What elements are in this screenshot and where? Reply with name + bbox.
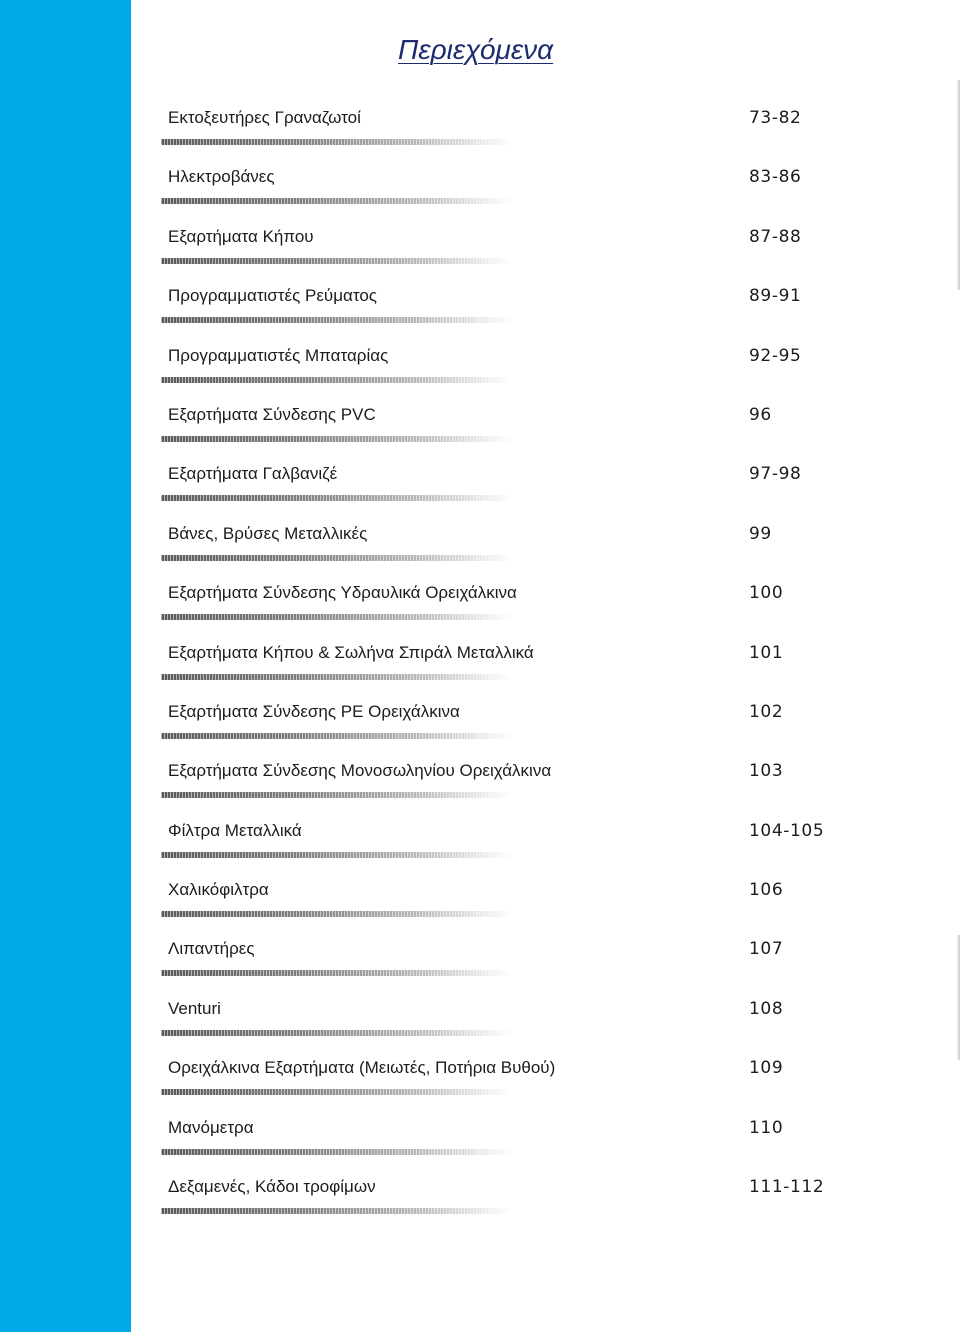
entry-page-range: 97-98 [749, 464, 802, 485]
entry-page-range: 99 [749, 523, 772, 544]
toc-entry[interactable] [0, 681, 960, 740]
entry-label: Εξαρτήματα Κήπου & Σωλήνα Σπιράλ Μεταλλικά [168, 642, 534, 662]
toc-entry[interactable] [0, 443, 960, 502]
entry-divider [161, 1149, 513, 1155]
entry-divider [161, 258, 513, 264]
toc-entry[interactable] [0, 562, 960, 621]
entry-label: Εκτοξευτήρες Γραναζωτοί [168, 108, 361, 127]
entry-divider [161, 495, 513, 501]
toc-entry[interactable] [0, 87, 960, 146]
toc-entry[interactable] [0, 265, 960, 324]
entry-page-range: 110 [749, 1117, 784, 1138]
toc-entry[interactable] [0, 978, 960, 1037]
entry-divider [161, 1208, 513, 1214]
entry-divider [161, 139, 513, 145]
entry-page-range: 109 [749, 1058, 784, 1079]
entry-divider [161, 852, 513, 858]
table-of-contents [0, 87, 960, 1215]
entry-label: Λιπαντήρες [168, 939, 255, 959]
entry-label: Προγραμματιστές Μπαταρίας [168, 345, 389, 365]
toc-entry[interactable] [0, 622, 960, 681]
entry-page-range: 89-91 [749, 286, 802, 307]
entry-page-range: 96 [749, 404, 772, 425]
entry-page-range: 83-86 [749, 167, 802, 188]
entry-label: Venturi [168, 998, 221, 1018]
entry-page-range: 108 [749, 998, 784, 1019]
entry-divider [161, 911, 513, 917]
entry-label: Προγραμματιστές Ρεύματος [168, 286, 377, 306]
toc-entry[interactable] [0, 918, 960, 977]
entry-page-range: 111-112 [749, 1177, 825, 1198]
entry-label: Εξαρτήματα Σύνδεσης PE Ορειχάλκινα [168, 701, 460, 721]
entry-divider [161, 792, 513, 798]
entry-divider [161, 555, 513, 561]
entry-divider [161, 970, 513, 976]
entry-page-range: 102 [749, 701, 784, 722]
toc-entry[interactable] [0, 325, 960, 384]
toc-entry[interactable] [0, 800, 960, 859]
entry-divider [161, 614, 513, 620]
toc-entry[interactable] [0, 384, 960, 443]
entry-divider [161, 1030, 513, 1036]
entry-label: Ηλεκτροβάνες [168, 167, 275, 187]
entry-divider [161, 198, 513, 204]
entry-divider [161, 733, 513, 739]
entry-page-range: 92-95 [749, 345, 802, 366]
entry-page-range: 107 [749, 939, 784, 960]
entry-label: Χαλικόφιλτρα [168, 880, 269, 900]
entry-page-range: 73-82 [749, 108, 802, 128]
entry-page-range: 103 [749, 761, 784, 782]
entry-divider [161, 317, 513, 323]
entry-divider [161, 674, 513, 680]
entry-label: Εξαρτήματα Σύνδεσης Μονοσωληνίου Ορειχάλκινα [168, 761, 552, 781]
toc-entry[interactable] [0, 859, 960, 918]
entry-label: Δεξαμενές, Κάδοι τροφίμων [168, 1177, 376, 1197]
entry-label: Βάνες, Βρύσες Μεταλλικές [168, 523, 368, 543]
entry-divider [161, 436, 513, 442]
entry-page-range: 106 [749, 880, 784, 901]
entry-label: Εξαρτήματα Σύνδεσης Υδραυλικά Ορειχάλκινα [168, 583, 517, 603]
toc-entry[interactable] [0, 1097, 960, 1156]
entry-page-range: 100 [749, 583, 784, 604]
entry-divider [161, 1089, 513, 1095]
entry-page-range: 104-105 [749, 820, 825, 841]
entry-label: Φίλτρα Μεταλλικά [168, 820, 302, 840]
entry-label: Μανόμετρα [168, 1117, 254, 1137]
toc-entry[interactable] [0, 1156, 960, 1215]
entry-divider [161, 377, 513, 383]
toc-entry[interactable] [0, 740, 960, 799]
entry-label: Ορειχάλκινα Εξαρτήματα (Μειωτές, Ποτήρια Βυθού) [168, 1058, 556, 1078]
toc-entry[interactable] [0, 206, 960, 265]
entry-label: Εξαρτήματα Γαλβανιζέ [168, 464, 338, 484]
entry-page-range: 87-88 [749, 226, 802, 247]
toc-entry[interactable] [0, 1037, 960, 1096]
toc-entry[interactable] [0, 503, 960, 562]
entry-page-range: 101 [749, 642, 784, 663]
toc-entry[interactable] [0, 146, 960, 205]
page-title: Περιεχόμενα [398, 34, 554, 65]
entry-label: Εξαρτήματα Σύνδεσης PVC [168, 404, 376, 424]
entry-label: Εξαρτήματα Κήπου [168, 226, 314, 246]
